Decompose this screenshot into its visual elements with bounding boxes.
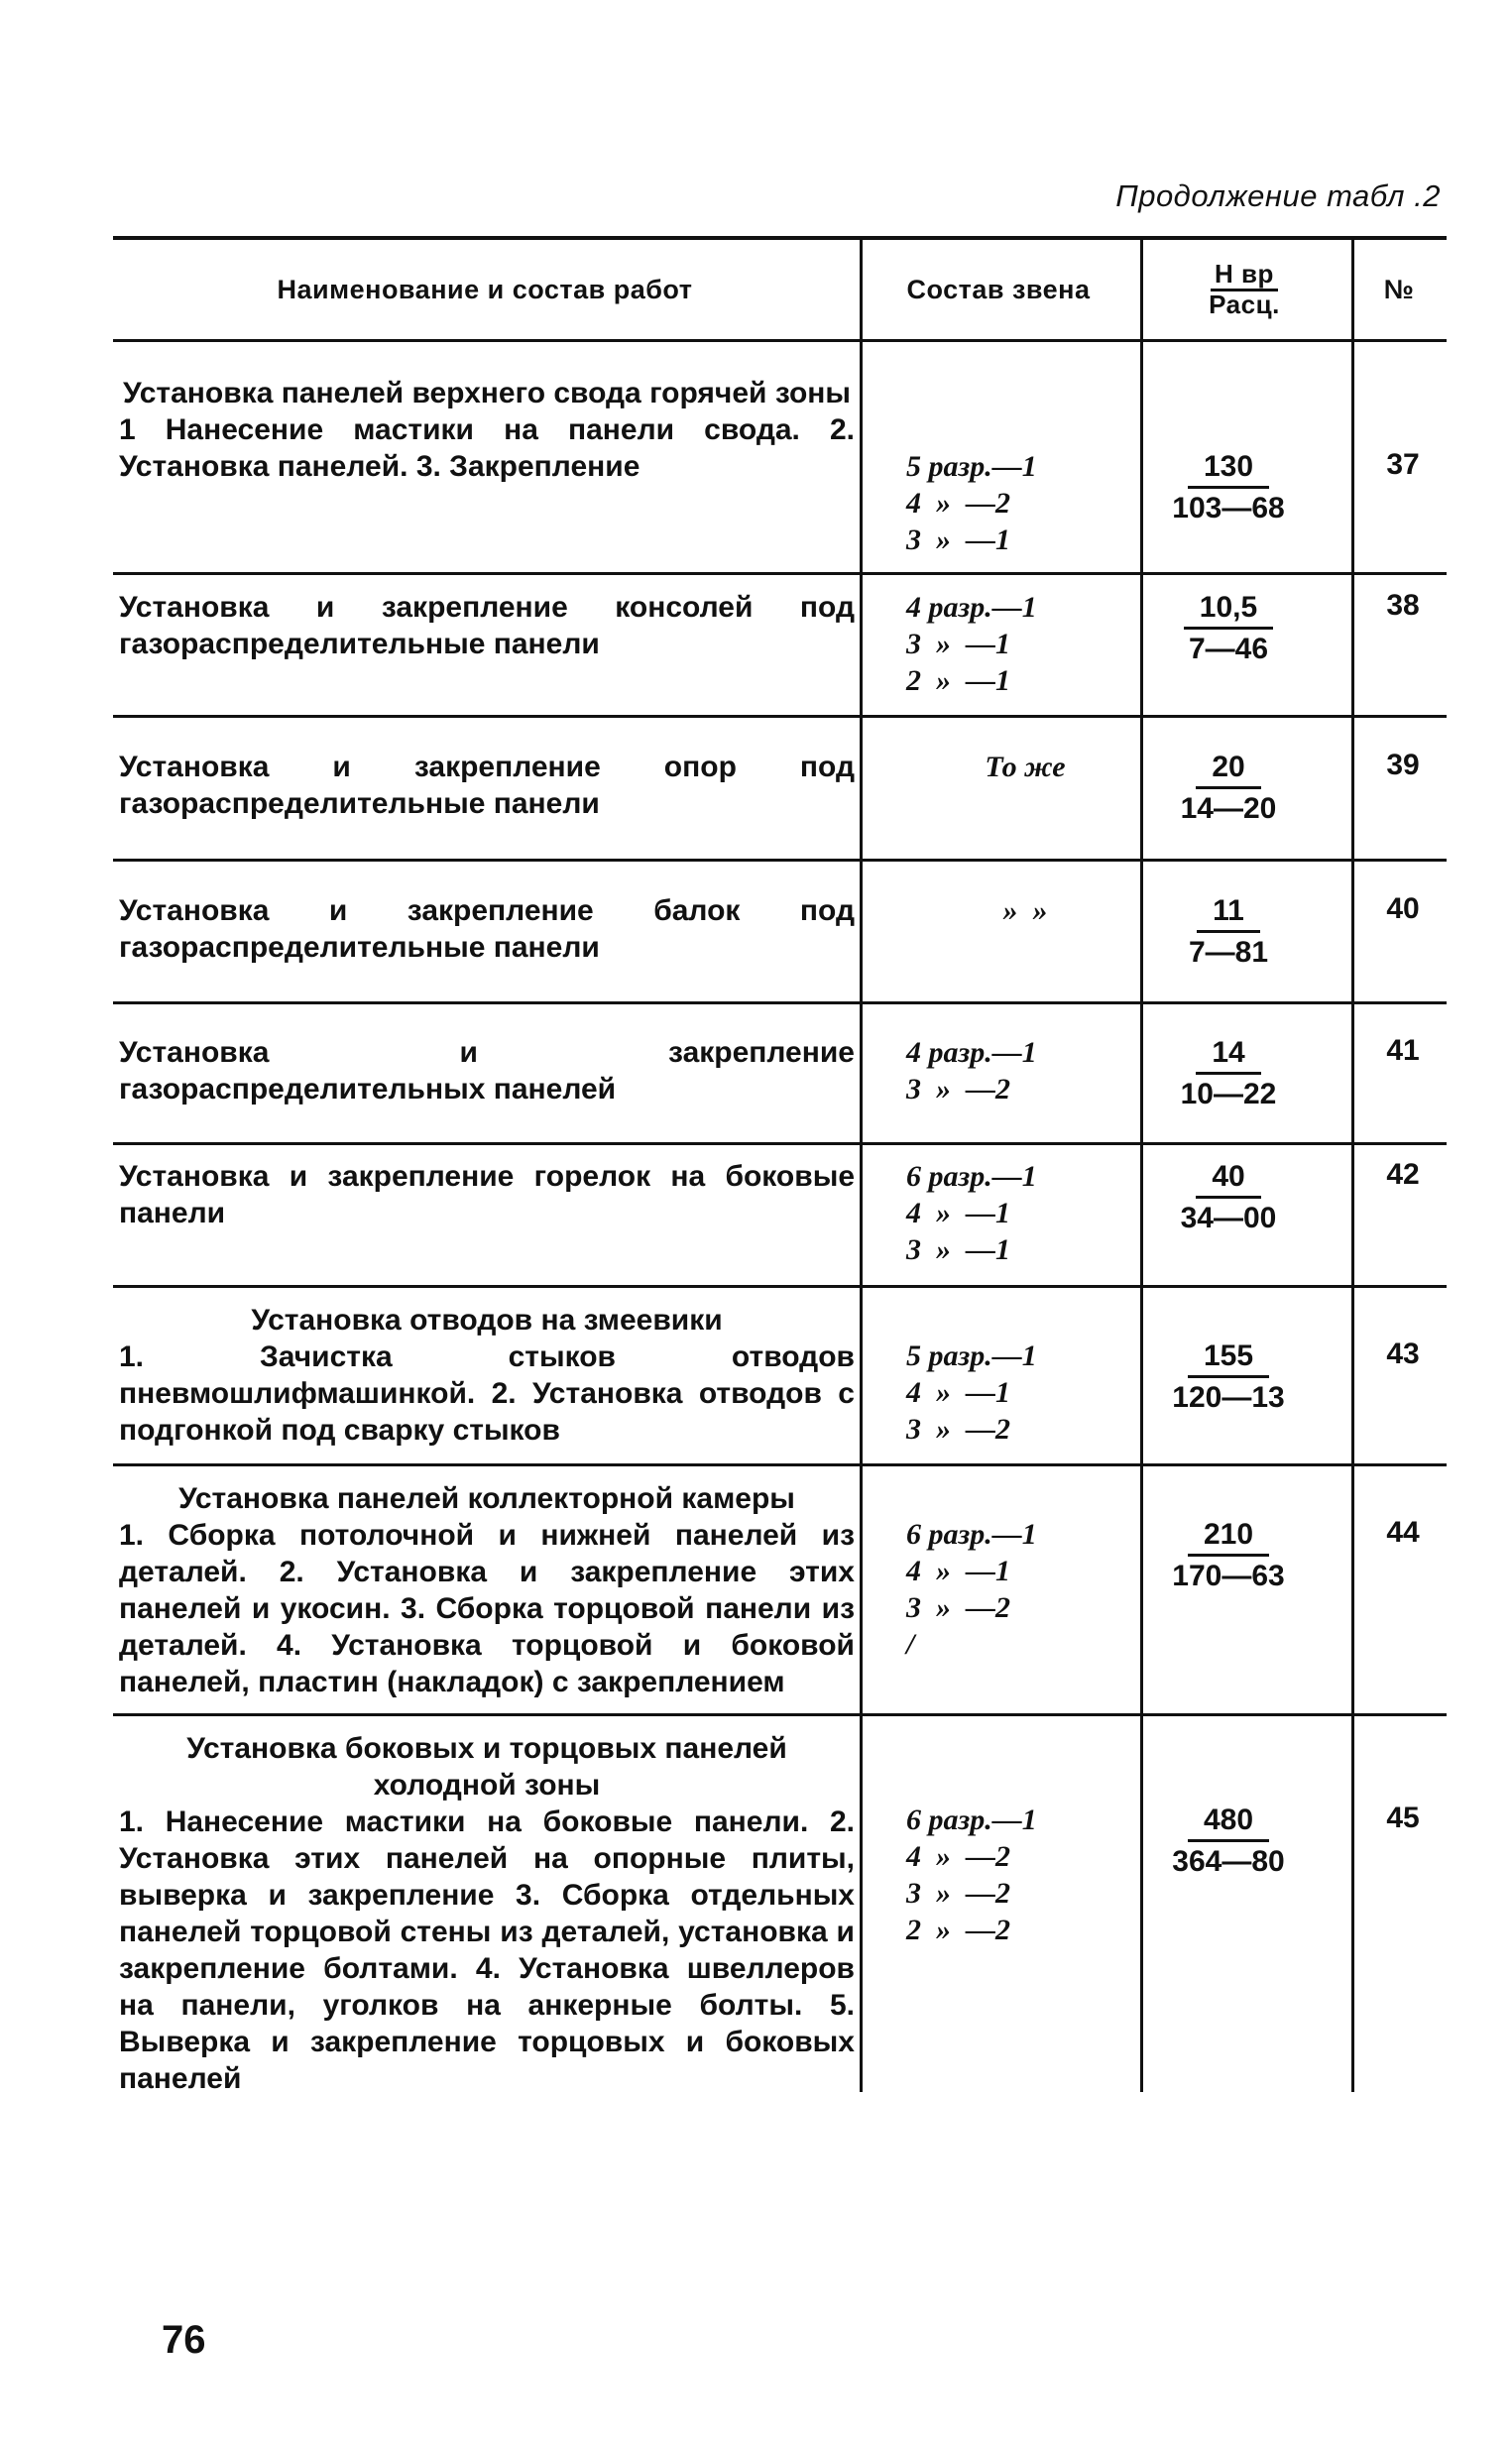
work-description <box>119 1302 855 1449</box>
rate-fraction <box>1134 448 1323 528</box>
price: 34—00 <box>1180 1202 1277 1234</box>
row-number: 42 <box>1386 1158 1420 1191</box>
row-rule <box>113 1285 1447 1288</box>
crew-line: 3 » —1 <box>906 524 1010 556</box>
work-title: Установка отводов на змеевики <box>251 1304 723 1337</box>
price: 10—22 <box>1180 1078 1277 1110</box>
rate-fraction <box>1134 1338 1323 1418</box>
table-row <box>113 749 1447 858</box>
crew-line: 2 » —1 <box>906 664 1010 697</box>
work-description <box>119 589 855 662</box>
price: 7—81 <box>1188 936 1269 969</box>
work-description <box>119 892 855 966</box>
row-number: 39 <box>1386 749 1420 781</box>
crew-line: 6 разр.—1 <box>906 1518 1037 1551</box>
time-norm: 155 <box>1188 1338 1269 1378</box>
work-body: 1. Сборка потолочной и нижней панелей из деталей. 2. Установка и закрепление этих панелей и укосин. 3. Сборка торцовой панели из деталей. 4. Установка торцовой и боковой панелей, пластин (накладок) с закреплением <box>119 1519 855 1698</box>
row-rule <box>113 1142 1447 1145</box>
work-title: Установка панелей верхнего свода горячей зоны <box>122 377 852 409</box>
table-row <box>113 1302 1447 1451</box>
crew-line: 4 разр.—1 <box>906 1036 1037 1069</box>
price: 120—13 <box>1172 1381 1285 1414</box>
crew-line: 4 » —1 <box>906 1197 1010 1229</box>
row-rule <box>113 572 1447 575</box>
row-number: 43 <box>1386 1338 1420 1370</box>
row-rule <box>113 715 1447 718</box>
crew-line: 3 » —2 <box>906 1591 1010 1624</box>
price: 170—63 <box>1172 1560 1285 1592</box>
crew-line: 4 разр.—1 <box>906 591 1037 624</box>
work-body: Установка и закрепление горелок на боковые панели <box>119 1160 855 1229</box>
row-number: 45 <box>1386 1802 1420 1834</box>
rate-fraction <box>1134 1158 1323 1238</box>
crew-line: 4 » —1 <box>906 1555 1010 1587</box>
header-rate-price: Расц. <box>1209 289 1280 319</box>
header-crew: Состав звена <box>906 274 1091 304</box>
time-norm: 210 <box>1188 1516 1269 1557</box>
rate-fraction <box>1134 892 1323 973</box>
rate-fraction <box>1134 589 1323 669</box>
table-continuation-label: Продолжение табл .2 <box>1115 178 1441 213</box>
crew-same: То же <box>985 751 1066 783</box>
rate-fraction <box>1134 1034 1323 1114</box>
time-norm: 20 <box>1196 749 1260 789</box>
table-header-rule <box>113 339 1447 342</box>
table-row <box>113 1480 1447 1708</box>
table-row <box>113 1730 1447 2097</box>
table-row <box>113 375 1447 569</box>
work-body: 1. Зачистка стыков отводов пневмошлифмашинкой. 2. Установка отводов с подгонкой под сварку стыков <box>119 1340 855 1447</box>
work-title: Установка боковых и торцовых панелей холодной зоны <box>186 1732 787 1802</box>
row-rule <box>113 1001 1447 1004</box>
crew-line: 5 разр.—1 <box>906 1339 1037 1372</box>
price: 364—80 <box>1172 1845 1285 1878</box>
time-norm: 480 <box>1188 1802 1269 1842</box>
row-number: 41 <box>1386 1034 1420 1067</box>
work-title: Установка панелей коллекторной камеры <box>178 1482 795 1515</box>
header-rate <box>1140 240 1348 339</box>
crew-line: / <box>906 1628 915 1661</box>
work-description <box>119 375 855 485</box>
crew-line: 2 » —2 <box>906 1914 1010 1946</box>
crew-line: 5 разр.—1 <box>906 450 1037 483</box>
row-number: 44 <box>1386 1516 1420 1549</box>
time-norm: 40 <box>1196 1158 1260 1199</box>
crew-line: 4 » —2 <box>906 1840 1010 1873</box>
crew-line: 6 разр.—1 <box>906 1160 1037 1193</box>
rate-fraction <box>1134 749 1323 829</box>
price: 103—68 <box>1172 492 1285 524</box>
crew-line: 3 » —1 <box>906 1233 1010 1266</box>
crew-line: 3 » —2 <box>906 1413 1010 1446</box>
work-body: 1 Нанесение мастики на панели свода. 2. Установка панелей. 3. Закрепление <box>119 413 855 483</box>
table-row <box>113 589 1447 708</box>
work-description <box>119 749 855 822</box>
table-row <box>113 1158 1447 1277</box>
work-body: Установка и закрепление газораспределительных панелей <box>119 1036 855 1106</box>
work-body: Установка и закрепление консолей под газораспределительные панели <box>119 591 855 660</box>
work-description <box>119 1158 855 1231</box>
row-number: 40 <box>1386 892 1420 925</box>
crew-line: 6 разр.—1 <box>906 1804 1037 1836</box>
row-rule <box>113 859 1447 862</box>
work-description <box>119 1480 855 1700</box>
crew-line: 4 » —2 <box>906 487 1010 520</box>
price: 7—46 <box>1188 633 1269 665</box>
work-description <box>119 1730 855 2097</box>
table-row <box>113 1034 1447 1143</box>
crew-line: 3 » —1 <box>906 628 1010 660</box>
work-body: 1. Нанесение мастики на боковые панели. 2. Установка этих панелей на опорные плиты, выверка и закрепление 3. Сборка отдельных панелей торцовой стены из деталей, установка и закрепление болтами. 4. Установка швеллеров на панели, уголков на анкерные болты. 5. Выверка и закрепление торцовых и боковых панелей <box>119 1805 855 2095</box>
crew-line: 3 » —2 <box>906 1073 1010 1106</box>
time-norm: 10,5 <box>1184 589 1273 630</box>
table-row <box>113 892 1447 1001</box>
header-work: Наименование и состав работ <box>277 274 693 304</box>
header-rate-norm: Н вр <box>1211 261 1278 291</box>
page-number: 76 <box>162 2318 206 2362</box>
table-header <box>113 240 1447 339</box>
time-norm: 14 <box>1196 1034 1260 1075</box>
row-number: 38 <box>1386 589 1420 622</box>
rate-fraction <box>1134 1802 1323 1882</box>
work-description <box>119 1034 855 1107</box>
work-body: Установка и закрепление балок под газораспределительные панели <box>119 894 855 964</box>
time-norm: 11 <box>1197 892 1260 933</box>
rate-fraction <box>1134 1516 1323 1596</box>
work-body: Установка и закрепление опор под газораспределительные панели <box>119 751 855 820</box>
price: 14—20 <box>1180 792 1277 825</box>
crew-line: 4 » —1 <box>906 1376 1010 1409</box>
row-rule <box>113 1463 1447 1466</box>
crew-line: 3 » —2 <box>906 1877 1010 1910</box>
row-number: 37 <box>1386 448 1420 481</box>
time-norm: 130 <box>1188 448 1269 489</box>
row-rule <box>113 1713 1447 1716</box>
header-number: № <box>1383 274 1415 304</box>
crew-same: » » <box>1002 894 1048 927</box>
